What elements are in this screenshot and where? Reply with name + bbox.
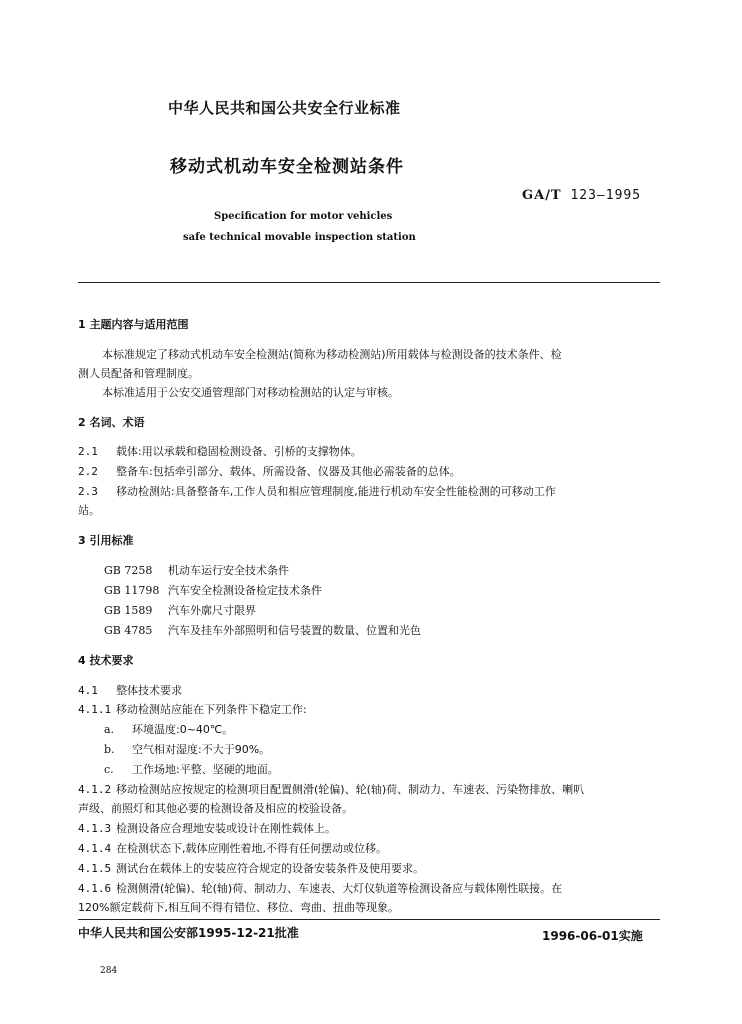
clause-number: 4.1.1 xyxy=(78,703,112,716)
referenced-standard xyxy=(104,562,289,578)
condition-item xyxy=(104,741,270,757)
clause-4-1-5 xyxy=(78,860,424,876)
page-number: 284 xyxy=(100,966,118,976)
clause-4-1-6-continuation: 120%额定载荷下,相互间不得有错位、移位、弯曲、扭曲等现象。 xyxy=(78,901,399,914)
clause-text: 检测设备应合理地安装或设计在刚性载体上。 xyxy=(116,822,336,835)
issuing-body-header: 中华人民共和国公共安全行业标准 xyxy=(168,99,401,117)
item-marker: b. xyxy=(104,743,115,756)
clause-4-1-6 xyxy=(78,880,562,896)
implementation-date: 1996-06-01实施 xyxy=(542,929,643,943)
section-1-heading: 1 主题内容与适用范围 xyxy=(78,318,189,331)
english-title-line-2: safe technical movable inspection station xyxy=(183,232,416,243)
clause-4-1-4 xyxy=(78,840,387,856)
clause-text: 移动检测站应按规定的检测项目配置侧滑(轮偏)、轮(轴)荷、制动力、车速表、污染物排放、喇叭 xyxy=(116,783,585,796)
referenced-standard xyxy=(104,622,421,638)
referenced-standard xyxy=(104,602,256,618)
standard-number: GB 1589 xyxy=(104,604,153,617)
code-number: 123—1995 xyxy=(570,188,642,203)
standard-number: GB 11798 xyxy=(104,584,160,597)
section-4-heading: 4 技术要求 xyxy=(78,654,134,667)
clause-number: 2.3 xyxy=(78,485,98,498)
standard-name: 汽车安全检测设备检定技术条件 xyxy=(168,584,322,597)
definition-2-3 xyxy=(78,483,556,499)
standard-name: 汽车外廓尺寸限界 xyxy=(168,604,256,617)
item-marker: a. xyxy=(104,723,115,736)
clause-text: 移动检测站应能在下列条件下稳定工作: xyxy=(116,703,307,716)
clause-number: 4.1.6 xyxy=(78,882,112,895)
standard-name: 机动车运行安全技术条件 xyxy=(168,564,289,577)
definition-2-2 xyxy=(78,463,461,479)
clause-number: 2.1 xyxy=(78,445,98,458)
clause-4-1-3 xyxy=(78,820,336,836)
definition-2-1 xyxy=(78,443,362,459)
clause-number: 4.1.2 xyxy=(78,783,112,796)
standard-name: 汽车及挂车外部照明和信号装置的数量、位置和光色 xyxy=(168,624,421,637)
definition-2-3-continuation: 站。 xyxy=(78,504,100,517)
clause-4-1-2-continuation: 声级、前照灯和其他必要的检测设备及相应的校验设备。 xyxy=(78,802,353,815)
standard-number: GB 7258 xyxy=(104,564,153,577)
clause-4-1-1 xyxy=(78,701,307,717)
code-prefix: GA/T xyxy=(522,188,562,203)
clause-4-1 xyxy=(78,682,182,698)
clause-number: 4.1 xyxy=(78,684,98,697)
clause-number: 4.1.5 xyxy=(78,862,112,875)
clause-text: 整体技术要求 xyxy=(116,684,182,697)
condition-item xyxy=(104,721,233,737)
clause-text: 测试台在载体上的安装应符合规定的设备安装条件及使用要求。 xyxy=(116,862,424,875)
item-text: 空气相对湿度:不大于90%。 xyxy=(132,743,271,756)
top-divider xyxy=(78,282,660,283)
approval-line: 中华人民共和国公安部1995-12-21批准 xyxy=(78,926,299,940)
clause-text: 在检测状态下,载体应刚性着地,不得有任何摆动或位移。 xyxy=(116,842,387,855)
condition-item xyxy=(104,761,279,777)
item-marker: c. xyxy=(104,763,114,776)
clause-text: 载体:用以承载和稳固检测设备、引桥的支撑物体。 xyxy=(116,445,362,458)
section-1-paragraph-2: 本标准适用于公安交通管理部门对移动检测站的认定与审核。 xyxy=(102,386,399,399)
bottom-divider xyxy=(78,919,660,920)
clause-number: 2.2 xyxy=(78,465,98,478)
clause-number: 4.1.3 xyxy=(78,822,112,835)
clause-number: 4.1.4 xyxy=(78,842,112,855)
clause-text: 移动检测站:具备整备车,工作人员和相应管理制度,能进行机动车安全性能检测的可移动工作 xyxy=(116,485,556,498)
section-2-heading: 2 名词、术语 xyxy=(78,416,145,429)
standard-title: 移动式机动车安全检测站条件 xyxy=(170,157,404,177)
standard-code xyxy=(522,188,641,203)
section-1-paragraph-1-line-2: 测人员配备和管理制度。 xyxy=(78,367,199,380)
clause-text: 整备车:包括牵引部分、载体、所需设备、仪器及其他必需装备的总体。 xyxy=(116,465,461,478)
referenced-standard xyxy=(104,582,322,598)
english-title-line-1: Specification for motor vehicles xyxy=(214,211,393,222)
standard-number: GB 4785 xyxy=(104,624,153,637)
clause-4-1-2 xyxy=(78,781,584,797)
section-1-paragraph-1-line-1: 本标准规定了移动式机动车安全检测站(简称为移动检测站)所用载体与检测设备的技术条件、检 xyxy=(102,348,562,361)
item-text: 工作场地:平整、坚硬的地面。 xyxy=(132,763,279,776)
section-3-heading: 3 引用标准 xyxy=(78,534,134,547)
clause-text: 检测侧滑(轮偏)、轮(轴)荷、制动力、车速表、大灯仪轨道等检测设备应与载体刚性联接。在 xyxy=(116,882,563,895)
item-text: 环境温度:0~40℃。 xyxy=(132,723,234,736)
